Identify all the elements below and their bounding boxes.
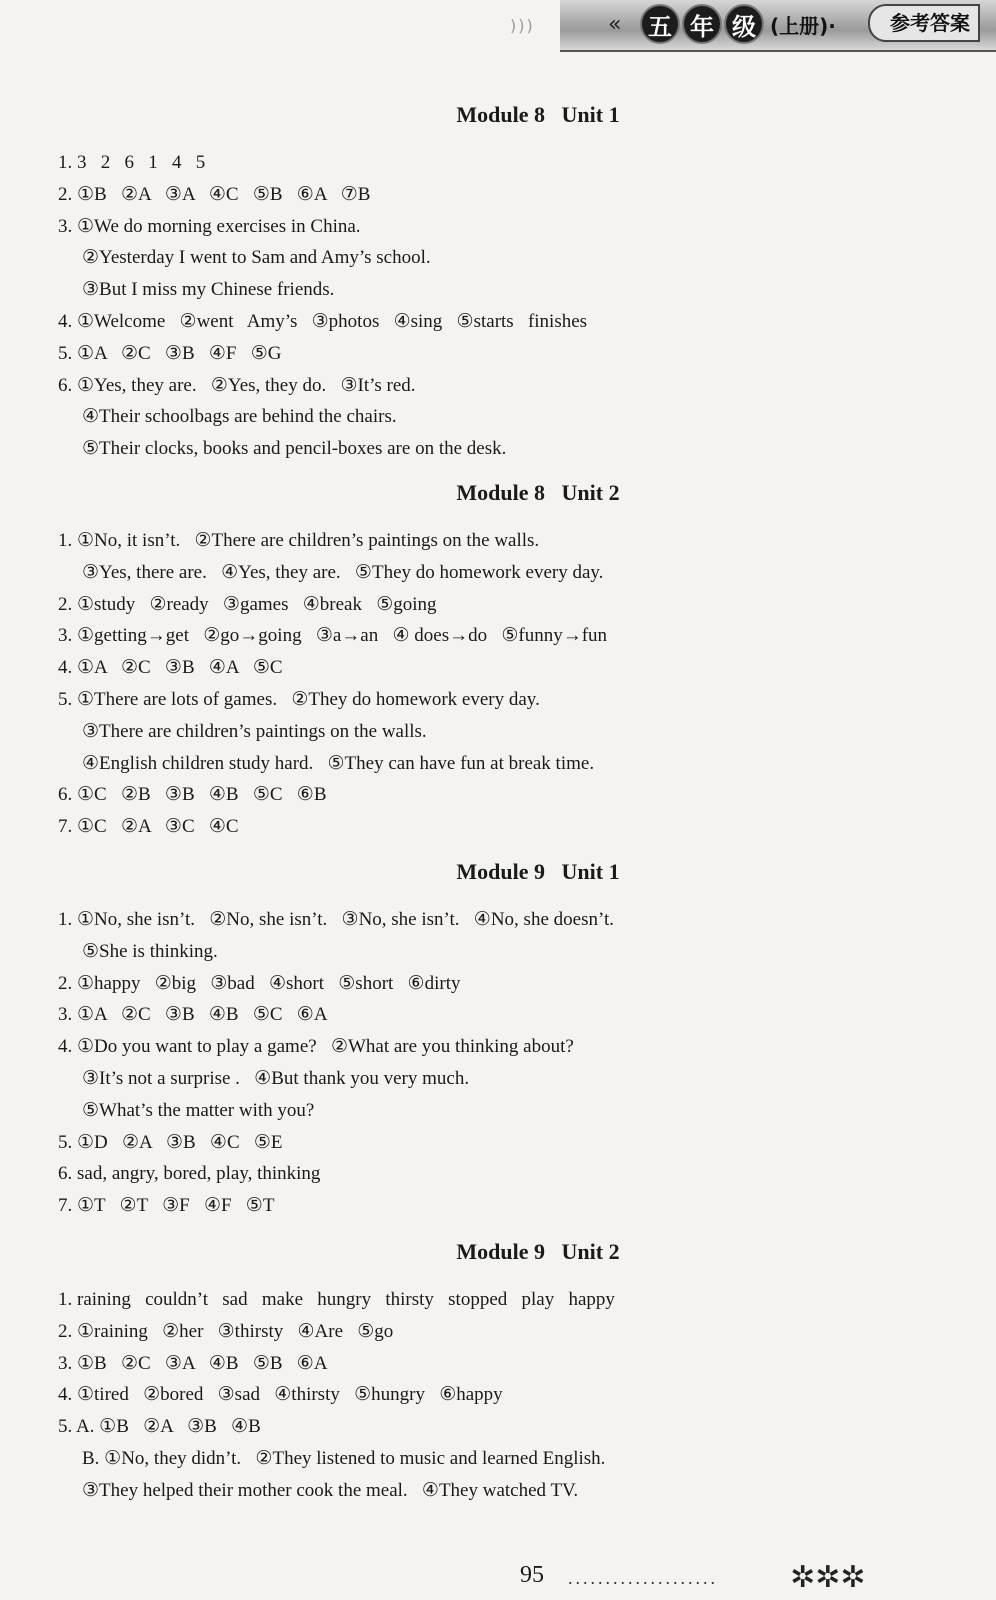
answer-line: 4. ①tired ②bored ③sad ④thirsty ⑤hungry ⑥happy (58, 1384, 503, 1406)
answer-line: 5. ①There are lots of games. ②They do homework every day. (58, 689, 540, 710)
answer-line: 4. ①Do you want to play a game? ②What are you thinking about? (58, 1036, 574, 1058)
answer-line: 5. A. ①B ②A ③B ④B (58, 1416, 261, 1438)
star-decoration-icon: ✲✲✲ (790, 1560, 866, 1595)
grade-char: 年 (682, 4, 722, 44)
answer-line: 2. ①raining ②her ③thirsty ④Are ⑤go (58, 1320, 394, 1342)
grade-char: 五 (640, 4, 680, 44)
answer-line: 1. ①No, she isn’t. ②No, she isn’t. ③No, she isn’t. ④No, she doesn’t. (58, 909, 614, 930)
answer-line: 3. ①getting→get ②go→going ③a→an ④ does→do ⑤funny→fun (58, 625, 608, 647)
answer-line: B. ①No, they didn’t. ②They listened to music and learned English. (82, 1448, 606, 1469)
answer-line: 5. ①D ②A ③B ④C ⑤E (58, 1131, 283, 1153)
page-header (0, 0, 996, 50)
answer-line: ⑤Their clocks, books and pencil-boxes are on the desk. (82, 438, 507, 460)
answer-line: 6. ①Yes, they are. ②Yes, they do. ③It’s red. (58, 374, 416, 396)
answer-line: ③It’s not a surprise . ④But thank you very much. (82, 1068, 470, 1089)
footer-dots: .................... (568, 1568, 718, 1588)
answer-line: ②Yesterday I went to Sam and Amy’s school. (82, 247, 431, 269)
section-title: Module 9 Unit 1 (456, 859, 620, 884)
answer-line: ⑤What’s the matter with you? (82, 1099, 315, 1121)
header-decoration: ))) (510, 16, 535, 35)
answer-line: ③They helped their mother cook the meal. ④They watched TV. (82, 1479, 579, 1501)
answer-line: ④Their schoolbags are behind the chairs. (82, 406, 397, 428)
double-arrow-left-icon: « (608, 12, 622, 37)
answer-line: 7. ①C ②A ③C ④C (58, 816, 239, 838)
answer-line: ③But I miss my Chinese friends. (82, 279, 335, 301)
answer-line: ③There are children’s paintings on the walls. (82, 720, 427, 742)
answer-line: 5. ①A ②C ③B ④F ⑤G (58, 342, 282, 364)
grade-char: 级 (724, 4, 764, 44)
page-number: 95 (520, 1562, 544, 1588)
answer-line: 2. ①study ②ready ③games ④break ⑤going (58, 593, 437, 615)
section-title: Module 8 Unit 1 (456, 102, 620, 127)
answer-line: 3. ①We do morning exercises in China. (58, 215, 361, 237)
answer-line: 2. ①happy ②big ③bad ④short ⑤short ⑥dirty (58, 972, 461, 994)
section-title: Module 9 Unit 2 (456, 1239, 620, 1264)
answer-line: 7. ①T ②T ③F ④F ⑤T (58, 1195, 275, 1217)
answer-line: 6. ①C ②B ③B ④B ⑤C ⑥B (58, 784, 327, 806)
answer-line: 3. ①A ②C ③B ④B ⑤C ⑥A (58, 1004, 328, 1026)
answer-line: ④English children study hard. ⑤They can have fun at break time. (82, 752, 595, 774)
answer-line: ⑤She is thinking. (82, 940, 218, 962)
answer-line: ③Yes, there are. ④Yes, they are. ⑤They do homework every day. (82, 561, 604, 583)
answer-line: 4. ①Welcome ②went Amy’s ③photos ④sing ⑤starts finishes (58, 311, 588, 332)
answer-line: 1. ①No, it isn’t. ②There are children’s paintings on the walls. (58, 530, 540, 551)
answer-line: 3. ①B ②C ③A ④B ⑤B ⑥A (58, 1352, 328, 1374)
section-title: Module 8 Unit 2 (456, 480, 620, 505)
answer-line: 1. raining couldn’t sad make hungry thirsty stopped play happy (58, 1289, 615, 1310)
answer-line: 4. ①A ②C ③B ④A ⑤C (58, 657, 283, 679)
answer-line: 6. sad, angry, bored, play, thinking (58, 1163, 321, 1185)
answer-line: 1. 3 2 6 1 4 5 (58, 152, 206, 173)
grade-badge (640, 4, 764, 44)
answer-line: 2. ①B ②A ③A ④C ⑤B ⑥A ⑦B (58, 183, 371, 205)
answer-key-tab: 参考答案 (868, 4, 980, 42)
volume-label: (上册)· (770, 14, 836, 38)
